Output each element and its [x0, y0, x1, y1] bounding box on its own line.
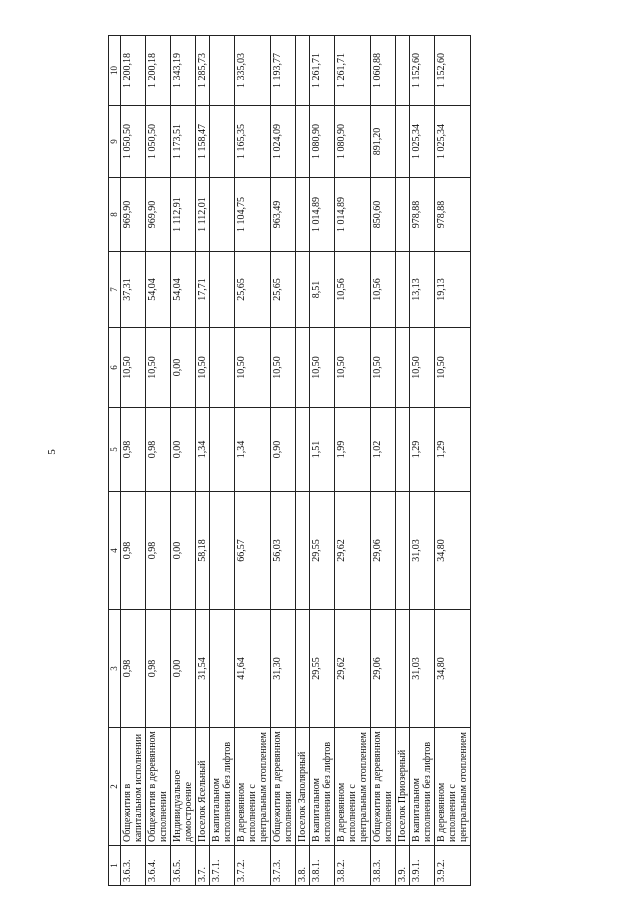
value-cell: 0,00 [171, 610, 196, 728]
value-cell: 1 014,89 [335, 178, 371, 252]
value-cell: 54,04 [146, 252, 171, 328]
table-row [410, 36, 435, 886]
row-name-cell: Поселок Заполярный [296, 728, 310, 846]
value-cell: 969,90 [146, 178, 171, 252]
row-code-cell: 3.7.3. [271, 846, 296, 886]
value-cell: 1 050,50 [146, 106, 171, 178]
value-cell [210, 178, 235, 252]
value-cell [296, 610, 310, 728]
value-cell: 1 343,19 [171, 36, 196, 106]
table-row [171, 36, 196, 886]
value-cell: 1 014,89 [310, 178, 335, 252]
value-cell: 1 173,51 [171, 106, 196, 178]
value-cell: 1,29 [435, 408, 471, 492]
value-cell: 1 112,91 [171, 178, 196, 252]
column-number-8: 8 [109, 178, 121, 252]
table-row [210, 36, 235, 886]
value-cell [210, 492, 235, 610]
value-cell [210, 36, 235, 106]
rotated-table-container [108, 36, 592, 886]
value-cell [296, 106, 310, 178]
row-code-cell: 3.6.5. [171, 846, 196, 886]
value-cell: 66,57 [235, 492, 271, 610]
value-cell: 10,50 [410, 328, 435, 408]
column-number-6: 6 [109, 328, 121, 408]
value-cell: 41,64 [235, 610, 271, 728]
row-code-cell: 3.6.4. [146, 846, 171, 886]
value-cell: 1,02 [371, 408, 396, 492]
value-cell [210, 610, 235, 728]
value-cell [396, 252, 410, 328]
value-cell [396, 36, 410, 106]
value-cell: 0,98 [121, 492, 146, 610]
row-code-cell: 3.9.2. [435, 846, 471, 886]
row-code-cell: 3.8. [296, 846, 310, 886]
value-cell: 0,98 [146, 610, 171, 728]
value-cell: 10,50 [271, 328, 296, 408]
value-cell: 34,80 [435, 610, 471, 728]
value-cell [296, 36, 310, 106]
value-cell [296, 328, 310, 408]
value-cell [396, 408, 410, 492]
table-row [235, 36, 271, 886]
value-cell: 0,00 [171, 328, 196, 408]
table-row [271, 36, 296, 886]
value-cell: 29,06 [371, 610, 396, 728]
value-cell [210, 252, 235, 328]
value-cell: 0,00 [171, 492, 196, 610]
value-cell [396, 492, 410, 610]
table-row [196, 36, 210, 886]
column-number-3: 3 [109, 610, 121, 728]
value-cell: 10,50 [371, 328, 396, 408]
table-row [146, 36, 171, 886]
row-code-cell: 3.7.2. [235, 846, 271, 886]
row-code-cell: 3.9.1. [410, 846, 435, 886]
table-row [121, 36, 146, 886]
row-name-cell: Общежития в деревянном исполнении [146, 728, 171, 846]
row-code-cell: 3.8.2. [335, 846, 371, 886]
row-name-cell: В деревянном исполнении с центральным отоплением [435, 728, 471, 846]
row-code-cell: 3.9. [396, 846, 410, 886]
value-cell: 34,80 [435, 492, 471, 610]
value-cell [396, 328, 410, 408]
value-cell: 1 285,73 [196, 36, 210, 106]
column-number-4: 4 [109, 492, 121, 610]
value-cell: 1 024,09 [271, 106, 296, 178]
value-cell: 1 080,90 [310, 106, 335, 178]
column-number-5: 5 [109, 408, 121, 492]
value-cell: 10,50 [146, 328, 171, 408]
value-cell: 56,03 [271, 492, 296, 610]
value-cell: 1 193,77 [271, 36, 296, 106]
value-cell: 10,56 [335, 252, 371, 328]
value-cell: 37,31 [121, 252, 146, 328]
row-name-cell: В деревянном исполнении с центральным отоплением [335, 728, 371, 846]
column-number-1: 1 [109, 846, 121, 886]
value-cell: 1,34 [196, 408, 210, 492]
value-cell: 0,90 [271, 408, 296, 492]
page-number: 5 [46, 449, 58, 455]
value-cell: 1 025,34 [435, 106, 471, 178]
row-name-cell: Общежития в деревянном исполнении [271, 728, 296, 846]
value-cell: 0,00 [171, 408, 196, 492]
value-cell: 0,98 [121, 408, 146, 492]
row-name-cell: Поселок Приозерный [396, 728, 410, 846]
value-cell [296, 492, 310, 610]
row-name-cell: В капитальном исполнении без лифтов [210, 728, 235, 846]
value-cell: 10,50 [235, 328, 271, 408]
value-cell [210, 408, 235, 492]
value-cell: 25,65 [235, 252, 271, 328]
row-name-cell: В капитальном исполнении без лифтов [310, 728, 335, 846]
value-cell: 1 060,88 [371, 36, 396, 106]
value-cell: 29,62 [335, 492, 371, 610]
row-name-cell: Общежития в капитальном исполнении [121, 728, 146, 846]
value-cell: 1 261,71 [310, 36, 335, 106]
value-cell: 1,51 [310, 408, 335, 492]
value-cell: 1 200,18 [146, 36, 171, 106]
tariff-table [108, 35, 471, 886]
value-cell: 1,29 [410, 408, 435, 492]
value-cell [396, 178, 410, 252]
value-cell: 13,13 [410, 252, 435, 328]
value-cell: 1 158,47 [196, 106, 210, 178]
value-cell: 31,54 [196, 610, 210, 728]
row-code-cell: 3.7. [196, 846, 210, 886]
value-cell: 29,06 [371, 492, 396, 610]
value-cell: 1,34 [235, 408, 271, 492]
value-cell [296, 178, 310, 252]
table-row [396, 36, 410, 886]
value-cell: 1 050,50 [121, 106, 146, 178]
value-cell: 1 025,34 [410, 106, 435, 178]
table-row [435, 36, 471, 886]
value-cell [210, 106, 235, 178]
value-cell: 31,30 [271, 610, 296, 728]
value-cell: 10,56 [371, 252, 396, 328]
column-number-2: 2 [109, 728, 121, 846]
value-cell: 0,98 [121, 610, 146, 728]
row-name-cell: Индивидуальное домостроение [171, 728, 196, 846]
value-cell: 891,20 [371, 106, 396, 178]
column-number-9: 9 [109, 106, 121, 178]
row-code-cell: 3.8.3. [371, 846, 396, 886]
value-cell: 1 152,60 [435, 36, 471, 106]
value-cell: 0,98 [146, 408, 171, 492]
value-cell: 31,03 [410, 610, 435, 728]
value-cell: 10,50 [196, 328, 210, 408]
value-cell: 54,04 [171, 252, 196, 328]
value-cell: 58,18 [196, 492, 210, 610]
value-cell: 1 152,60 [410, 36, 435, 106]
value-cell: 1 112,01 [196, 178, 210, 252]
value-cell: 969,90 [121, 178, 146, 252]
value-cell: 29,55 [310, 492, 335, 610]
column-number-7: 7 [109, 252, 121, 328]
table-row [371, 36, 396, 886]
row-code-cell: 3.8.1. [310, 846, 335, 886]
value-cell [296, 252, 310, 328]
table-row [335, 36, 371, 886]
value-cell: 10,50 [121, 328, 146, 408]
value-cell [296, 408, 310, 492]
value-cell: 10,50 [435, 328, 471, 408]
table-row [296, 36, 310, 886]
row-code-cell: 3.7.1. [210, 846, 235, 886]
value-cell: 8,51 [310, 252, 335, 328]
table-row [310, 36, 335, 886]
column-number-10: 10 [109, 36, 121, 106]
value-cell: 19,13 [435, 252, 471, 328]
value-cell: 1 200,18 [121, 36, 146, 106]
row-code-cell: 3.6.3. [121, 846, 146, 886]
value-cell: 978,88 [435, 178, 471, 252]
value-cell: 10,50 [335, 328, 371, 408]
value-cell: 10,50 [310, 328, 335, 408]
value-cell: 0,98 [146, 492, 171, 610]
value-cell: 25,65 [271, 252, 296, 328]
row-name-cell: В деревянном исполнении с центральным отоплением [235, 728, 271, 846]
value-cell: 1 335,03 [235, 36, 271, 106]
value-cell: 17,71 [196, 252, 210, 328]
value-cell: 1 104,75 [235, 178, 271, 252]
value-cell: 31,03 [410, 492, 435, 610]
row-name-cell: Общежития в деревянном исполнении [371, 728, 396, 846]
row-name-cell: Поселок Ясельный [196, 728, 210, 846]
value-cell: 1,99 [335, 408, 371, 492]
value-cell: 29,55 [310, 610, 335, 728]
value-cell: 978,88 [410, 178, 435, 252]
value-cell: 1 261,71 [335, 36, 371, 106]
row-name-cell: В капитальном исполнении без лифтов [410, 728, 435, 846]
value-cell: 29,62 [335, 610, 371, 728]
table-header-row [109, 36, 121, 886]
value-cell: 963,49 [271, 178, 296, 252]
value-cell [396, 610, 410, 728]
value-cell [396, 106, 410, 178]
value-cell: 850,60 [371, 178, 396, 252]
value-cell: 1 165,35 [235, 106, 271, 178]
value-cell [210, 328, 235, 408]
value-cell: 1 080,90 [335, 106, 371, 178]
